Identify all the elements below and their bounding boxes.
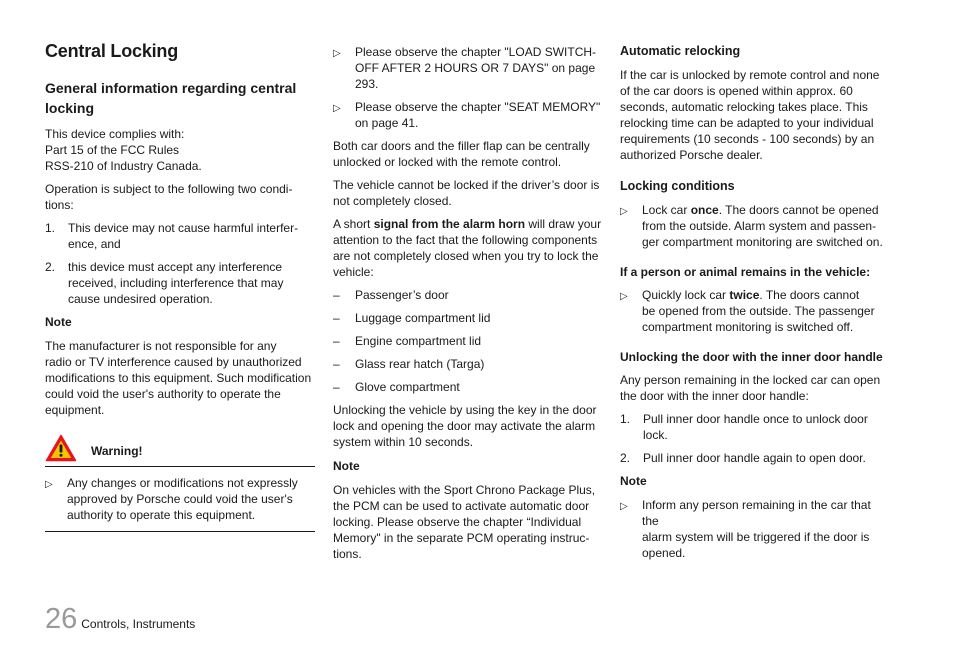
triangle-bullet-icon: ▷: [620, 206, 628, 217]
subheading-inner-door-handle: Unlocking the door with the inner door handle: [620, 350, 883, 364]
list-item: – Glass rear hatch (Targa): [333, 357, 485, 371]
bullet-lock-twice: ▷ Quickly lock car twice. The doors cannot be opened from the outside. The passenger compartment monitoring is switched off.: [620, 288, 875, 334]
list-item: 2. this device must accept any interference received, including interference that may cause undesired operation.: [45, 260, 284, 306]
footer-section-name: Controls, Instruments: [81, 617, 196, 631]
bullet-note: ▷ Inform any person remaining in the car that the alarm system will be triggered if the door is opened.: [620, 498, 871, 560]
page-title: Central Locking: [45, 41, 179, 61]
bullet-lock-once: ▷ Lock car once. The doors cannot be opened from the outside. Alarm system and passen- ger compartment monitoring are switched on.: [620, 203, 883, 249]
warning-header: [45, 434, 315, 462]
column-middle: [333, 38, 603, 569]
list-item: 2. Pull inner door handle again to open door.: [620, 451, 866, 465]
warning-triangle-icon: [45, 434, 77, 462]
list-item: – Luggage compartment lid: [333, 311, 491, 325]
warning-bottom-rule: [45, 531, 315, 532]
conditions-list: [45, 220, 315, 307]
warning-bullet: ▷ Any changes or modifications not expressly approved by Porsche could void the user's authority to operate this equipment.: [45, 476, 298, 522]
triangle-bullet-icon: ▷: [333, 48, 341, 59]
triangle-bullet-icon: ▷: [333, 103, 341, 114]
note-heading: Note: [333, 459, 360, 473]
key-unlock-text: Unlocking the vehicle by using the key in the door lock and opening the door may activate the alarm system within 10 seconds.: [333, 403, 597, 449]
warning-top-rule: [45, 466, 315, 467]
list-item: 1. Pull inner door handle once to unlock door lock.: [620, 412, 868, 442]
inner-handle-text: Any person remaining in the locked car can open the door with the inner door handle:: [620, 373, 881, 403]
section-heading-general: General information regarding central locking: [45, 80, 297, 116]
note-heading: Note: [45, 315, 72, 329]
warning-title: Warning!: [91, 444, 143, 458]
column-right: [620, 38, 890, 568]
inner-handle-steps: [620, 411, 890, 466]
triangle-bullet-icon: ▷: [620, 291, 628, 302]
column-left: [45, 38, 315, 532]
triangle-bullet-icon: ▷: [45, 479, 53, 490]
section-heading-locking-conditions: Locking conditions: [620, 179, 735, 193]
list-item: – Glove compartment: [333, 380, 460, 394]
operation-text: Operation is subject to the following two condi- tions:: [45, 182, 293, 212]
bullet-load-switch-off: ▷ Please observe the chapter "LOAD SWITCH- OFF AFTER 2 HOURS OR 7 DAYS" on page 293.: [333, 45, 597, 91]
section-heading-auto-relocking: Automatic relocking: [620, 44, 741, 58]
page-number: 26: [45, 603, 78, 635]
driver-door-text: The vehicle cannot be locked if the driver’s door is not completely closed.: [333, 178, 600, 208]
list-item: – Passenger’s door: [333, 288, 449, 302]
note-text: The manufacturer is not responsible for any radio or TV interference caused by unauthorized modifications to this equipment. Such modification could void the user's authority to operate the equipment.: [45, 339, 312, 417]
auto-relocking-text: If the car is unlocked by remote control and none of the car doors is opened within approx. 60 seconds, automatic relocking takes place. This relocking time can be adapted to your individual requirements (10 seconds - 100 seconds) by an authorized Porsche dealer.: [620, 68, 880, 162]
bullet-seat-memory: ▷ Please observe the chapter "SEAT MEMORY" on page 41.: [333, 100, 601, 130]
components-list: [333, 287, 603, 395]
note-heading: Note: [620, 474, 647, 488]
list-item: – Engine compartment lid: [333, 334, 482, 348]
page-footer: [45, 604, 195, 634]
remote-control-text: Both car doors and the filler flap can be centrally unlocked or locked with the remote control.: [333, 139, 590, 169]
subheading-person-animal: If a person or animal remains in the vehicle:: [620, 265, 871, 279]
compliance-text: This device complies with: Part 15 of the FCC Rules RSS-210 of Industry Canada.: [45, 127, 202, 173]
triangle-bullet-icon: ▷: [620, 501, 628, 512]
list-item: 1. This device may not cause harmful interfer- ence, and: [45, 221, 299, 251]
alarm-horn-text: A short signal from the alarm horn will draw your attention to the fact that the following components are not completely closed when you try to lock the vehicle:: [333, 217, 602, 279]
note-text: On vehicles with the Sport Chrono Package Plus, the PCM can be used to activate automatic door locking. Please observe the chapter “Individual Memory" in the separate PCM operating instruc- tions.: [333, 483, 596, 561]
